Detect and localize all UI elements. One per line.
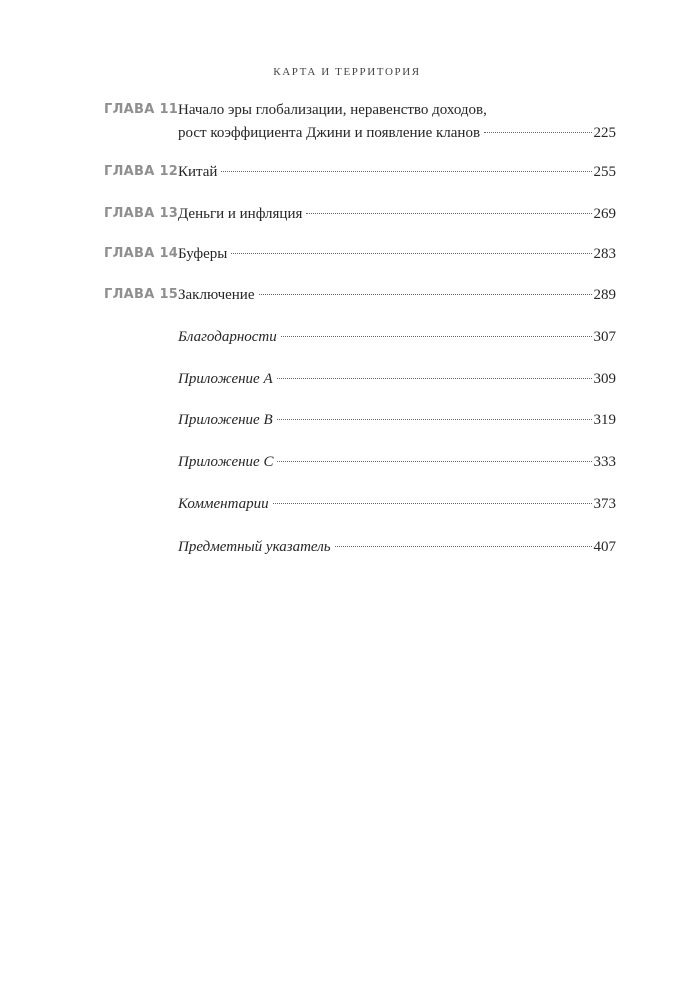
entry-text [178,100,616,143]
entry-text [178,244,616,264]
page-number: 307 [593,329,616,345]
chapter-label: ГЛАВА 13 [104,206,179,221]
entry-title: Предметный указатель [178,539,331,555]
entry-text [178,410,616,430]
dot-leader [277,460,591,462]
entry-text [178,452,616,472]
entry-line [178,162,616,182]
entry-title: Комментарии [178,496,269,512]
dot-leader [221,170,591,172]
entry-title: Благодарности [178,329,277,345]
entry-line [178,410,616,430]
page-number: 309 [593,371,616,387]
entry-title-first-line: Начало эры глобализации, неравенство доходов, [178,102,487,118]
entry-line [178,494,616,514]
dot-leader [281,335,592,337]
page-number: 407 [593,539,616,555]
entry-title: Приложение B [178,412,273,428]
entry-title: Буферы [178,246,228,262]
chapter-label: ГЛАВА 12 [104,164,179,179]
entry-line [178,244,616,264]
entry-line [178,537,616,557]
entry-line [178,285,616,305]
dot-leader [335,545,592,547]
entry-text [178,537,616,557]
page-number: 269 [593,206,616,222]
page-number: 255 [593,164,616,180]
chapter-label: ГЛАВА 15 [104,287,179,302]
entry-text [178,204,616,224]
dot-leader [277,377,592,379]
entry-text [178,369,616,389]
entry-text [178,494,616,514]
chapter-label: ГЛАВА 14 [104,246,179,261]
entry-title-line-1 [178,100,616,120]
entry-title-line-2 [178,123,616,143]
page-number: 319 [593,412,616,428]
dot-leader [259,293,592,295]
entry-text [178,162,616,182]
entry-title: Деньги и инфляция [178,206,303,222]
entry-text [178,327,616,347]
entry-title: Заключение [178,287,255,303]
entry-title: Приложение A [178,371,273,387]
page-number: 225 [593,125,616,141]
entry-text [178,285,616,305]
entry-title: Приложение C [178,454,274,470]
dot-leader [306,212,591,214]
dot-leader [273,502,592,504]
dot-leader [277,418,592,420]
chapter-label: ГЛАВА 11 [104,102,179,117]
entry-title: рост коэффициента Джини и появление кланов [178,125,481,141]
page-number: 373 [593,496,616,512]
dot-leader [231,252,591,254]
entry-line [178,204,616,224]
running-head: КАРТА И ТЕРРИТОРИЯ [273,66,421,78]
entry-line [178,369,616,389]
dot-leader [484,131,591,133]
page-number: 289 [593,287,616,303]
entry-line [178,452,616,472]
page-number: 283 [593,246,616,262]
entry-line [178,327,616,347]
page-number: 333 [593,454,616,470]
entry-title: Китай [178,164,218,180]
